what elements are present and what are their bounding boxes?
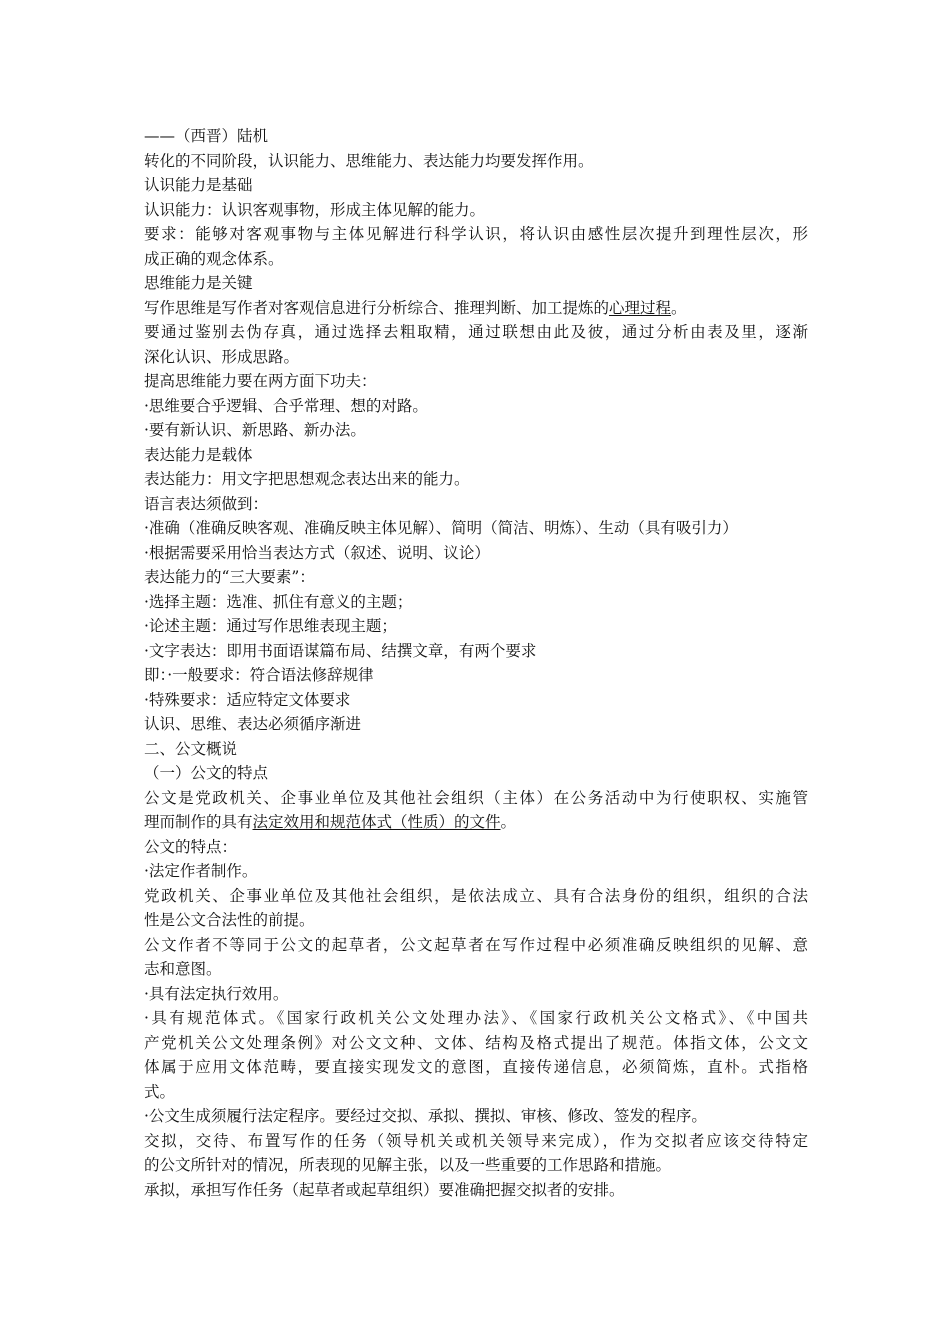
bullet-item: ·公文生成须履行法定程序。要经过交拟、承拟、撰拟、审核、修改、签发的程序。 [144, 1107, 707, 1125]
text-line: 成正确的观念体系。 [144, 249, 284, 268]
text-line: 语言表达须做到： [144, 494, 269, 513]
bullet-item: ·思维要合乎逻辑、合乎常理、想的对路。 [144, 396, 428, 415]
text-line: 认识能力：认识客观事物，形成主体见解的能力。 [144, 200, 486, 219]
text-line [144, 296, 808, 321]
subsection-heading: （一）公文的特点 [144, 764, 269, 782]
bullet-item: ·要有新认识、新思路、新办法。 [144, 421, 366, 439]
bullet-item: ·根据需要采用恰当表达方式（叙述、说明、议论） [144, 543, 490, 562]
bullet-item: ·特殊要求：适应特定文体要求 [144, 690, 351, 709]
text-line: 深化认识、形成思路。 [144, 347, 300, 366]
heading: 认识能力是基础 [144, 176, 253, 194]
text-line: 表达能力：用文字把思想观念表达出来的能力。 [144, 470, 470, 488]
heading: 表达能力是载体 [144, 445, 253, 464]
bullet-item: ·论述主题：通过写作思维表现主题； [144, 617, 397, 635]
text-line: 式。 [144, 1082, 176, 1101]
text-segment: 。 [671, 298, 687, 317]
text-line: 产党机关公文处理条例》对公文文种、文体、结构及格式提出了规范。体指文体，公文文 [144, 1033, 808, 1052]
text-line: 要求：能够对客观事物与主体见解进行科学认识，将认识由感性层次提升到理性层次，形 [144, 225, 808, 243]
text-line: 性是公文合法性的前提。 [144, 911, 315, 929]
bullet-item: ·具有法定执行效用。 [144, 984, 289, 1003]
bullet-item: ·文字表达：即用书面语谋篇布局、结撰文章，有两个要求 [144, 641, 537, 660]
text-line: 公文作者不等同于公文的起草者，公文起草者在写作过程中必须准确反映组织的见解、意 [144, 935, 808, 954]
text-line: 即：·一般要求：符合语法修辞规律 [144, 666, 374, 684]
text-line [144, 810, 808, 835]
bullet-item: ·法定作者制作。 [144, 862, 258, 880]
bullet-item: ·选择主题：选准、抓住有意义的主题； [144, 592, 413, 611]
text-line: 公文是党政机关、企事业单位及其他社会组织（主体）在公务活动中为行使职权、实施管 [144, 788, 808, 807]
text-line: 体属于应用文体范畴，要直接实现发文的意图，直接传递信息，必须简炼，直朴。式指格 [144, 1058, 808, 1076]
text-segment: 。 [500, 813, 517, 831]
section-heading: 二、公文概说 [144, 739, 238, 758]
text-segment: 理而制作的具有 [144, 813, 253, 831]
text-line: 公文的特点： [144, 837, 238, 856]
text-line: 交拟，交待、布置写作的任务（领导机关或机关领导来完成），作为交拟者应该交待特定 [144, 1131, 808, 1150]
heading: 思维能力是关键 [144, 274, 253, 292]
text-line: 的公文所针对的情况，所表现的见解主张，以及一些重要的工作思路和措施。 [144, 1156, 672, 1174]
text-line: 表达能力的“三大要素”： [144, 568, 315, 586]
text-line: 转化的不同阶段，认识能力、思维能力、表达能力均要发挥作用。 [144, 151, 594, 170]
text-line: 党政机关、企事业单位及其他社会组织，是依法成立、具有合法身份的组织，组织的合法 [144, 886, 808, 905]
bullet-item: ·具有规范体式。《国家行政机关公文处理办法》、《国家行政机关公文格式》、《中国共 [144, 1009, 808, 1027]
text-segment: 写作思维是写作者对客观信息进行分析综合、推理判断、加工提炼的 [144, 298, 610, 317]
bullet-item: ·准确（准确反映客观、准确反映主体见解）、简明（简洁、明炼）、生动（具有吸引力） [144, 519, 738, 537]
text-line: 志和意图。 [144, 960, 222, 978]
text-line: 要通过鉴别去伪存真，通过选择去粗取精，通过联想由此及彼，通过分析由表及里，逐渐 [144, 323, 808, 341]
text-line: ——（西晋）陆机 [144, 127, 269, 145]
document-body [144, 124, 808, 1202]
text-line: 提高思维能力要在两方面下功夫： [144, 372, 377, 390]
underlined-term: 法定效用和规范体式（性质）的文件 [252, 813, 501, 831]
text-line: 承拟，承担写作任务（起草者或起草组织）要准确把握交拟者的安排。 [144, 1180, 625, 1199]
underlined-term: 心理过程 [609, 298, 672, 317]
text-line: 认识、思维、表达必须循序渐进 [144, 715, 362, 733]
